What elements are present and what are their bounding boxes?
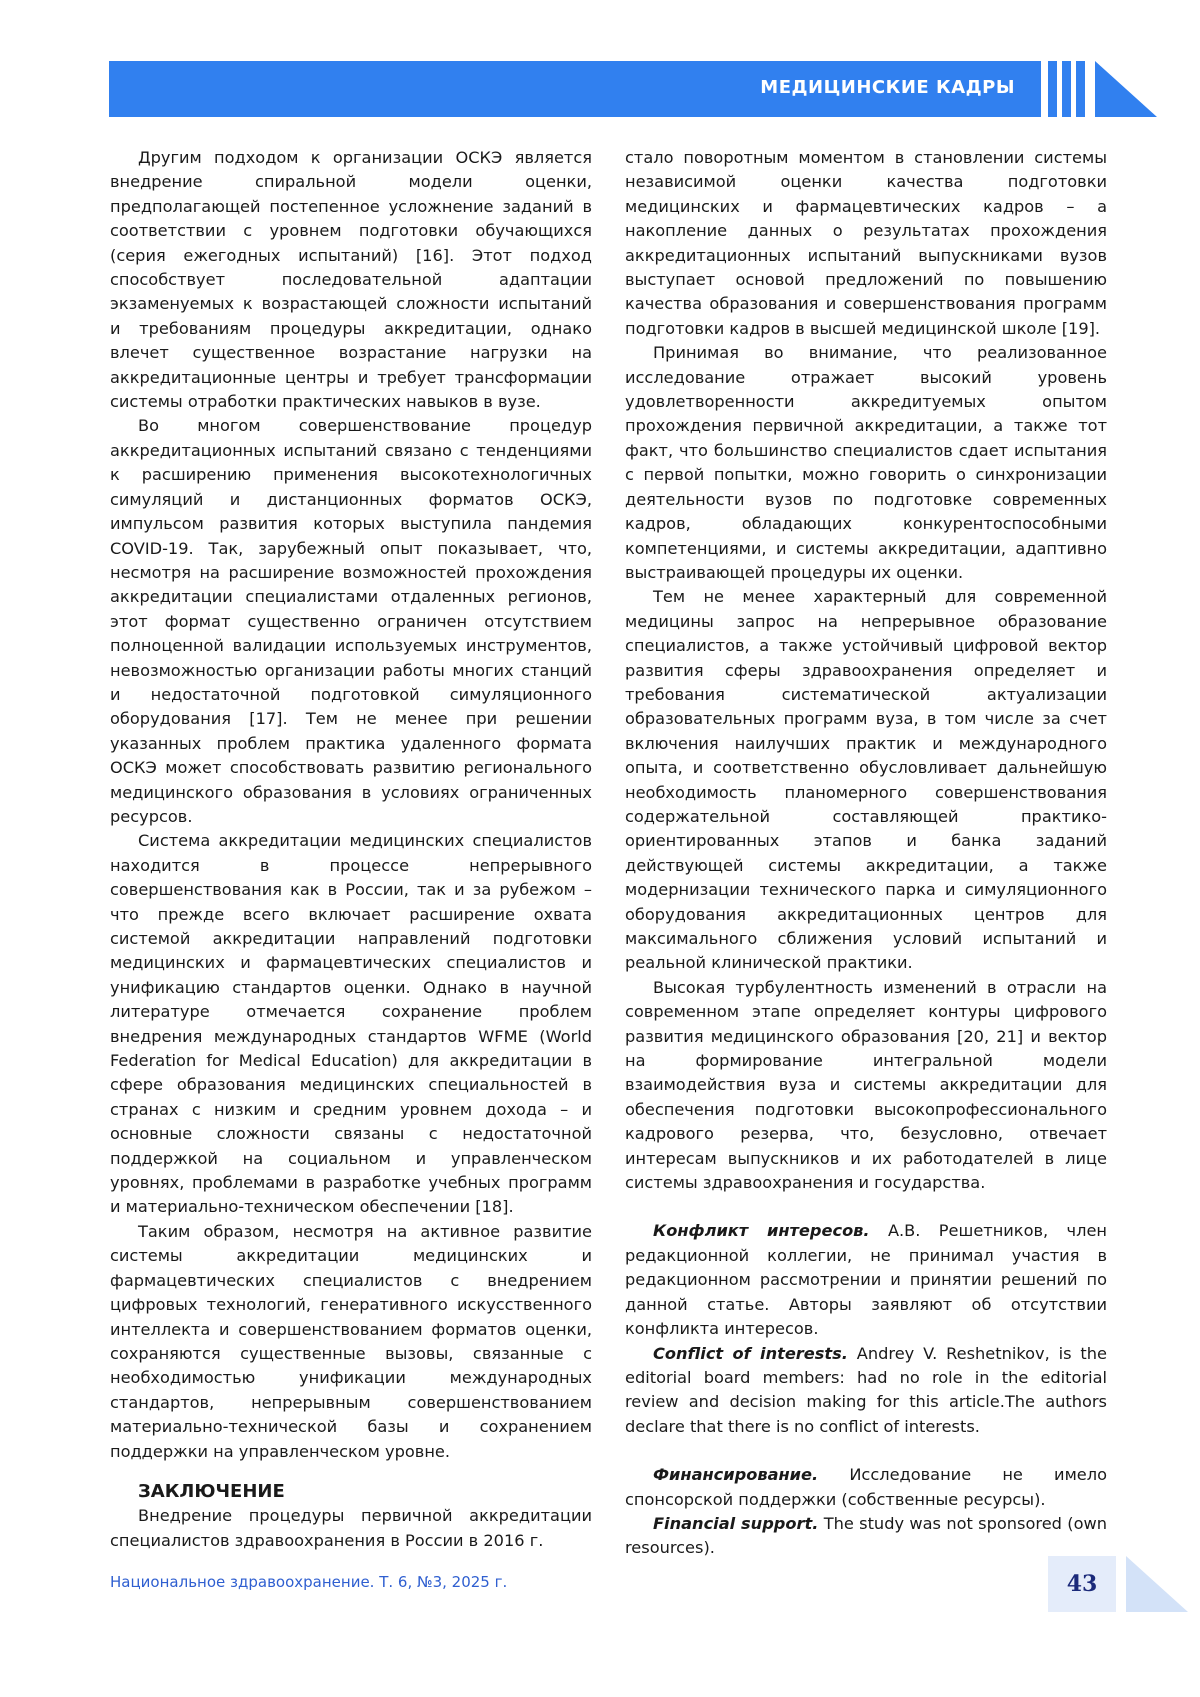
paragraph: Принимая во внимание, что реализованное исследование отражает высокий уровень удовлетворенности аккредитуемых опытом прохождения первичной аккредитации, а также тот факт, что большинство специалистов сдает испытания с первой попытки, можно говорить о синхронизации деятельности вузов по подготовке современных кадров, обладающих конкурентоспособными компетенциями, и системы аккредитации, адаптивно выстраивающей процедуры их оценки. — [625, 341, 1107, 585]
conflict-of-interest-en — [625, 1342, 1107, 1440]
journal-citation: Национальное здравоохранение. Т. 6, №3, 2025 г. — [110, 1573, 507, 1591]
label: Конфликт интересов. — [653, 1221, 870, 1240]
section-heading: ЗАКЛЮЧЕНИЕ — [138, 1480, 592, 1504]
paragraph: Система аккредитации медицинских специалистов находится в процессе непрерывного совершенствования как в России, так и за рубежом – что прежде всего включает расширение охвата системой аккредитации направлений подготовки медицинских и фармацевтических специалистов и унификацию стандартов оценки. Однако в научной литературе отмечается сохранение проблем внедрения международных стандартов WFME (World Federation for Medical Education) для аккредитации в сфере образования медицинских специальностей в странах с низким и средним уровнем дохода – и основные сложности связаны с недостаточной поддержкой на социальном и управленческом уровнях, проблемами в разработке учебных программ и материально-техническом обеспечении [18]. — [110, 829, 592, 1220]
conflict-of-interest-ru — [625, 1219, 1107, 1341]
page-number: 43 — [1048, 1556, 1116, 1612]
banner-stripe — [1048, 61, 1057, 117]
label: Conflict of interests. — [653, 1344, 848, 1363]
banner-triangle — [1095, 61, 1157, 117]
label: Финансирование. — [653, 1465, 818, 1484]
right-column — [625, 146, 1107, 1561]
paragraph: Тем не менее характерный для современной медицины запрос на непрерывное образование специалистов, а также устойчивый цифровой вектор развития сферы здравоохранения определяет и требования систематической актуализации образовательных программ вуза, в том числе за счет включения наилучших практик и международного опыта, и соответственно обусловливает дальнейшую необходимость планомерного совершенствования содержательной составляющей практико-ориентированных этапов и банка заданий действующей системы аккредитации, а также модернизации технического парка и симуляционного оборудования аккредитационных центров для максимального сближения условий испытаний и реальной клинической практики. — [625, 585, 1107, 976]
text: The study was not sponsored (own resources). — [625, 1514, 1107, 1557]
section-title: МЕДИЦИНСКИЕ КАДРЫ — [760, 77, 1015, 98]
paragraph: Таким образом, несмотря на активное развитие системы аккредитации медицинских и фармацевтических специалистов с внедрением цифровых технологий, генеративного искусственного интеллекта и совершенствованием форматов оценки, сохраняются существенные вызовы, связанные с необходимостью унификации международных стандартов, непрерывным совершенствованием материально-технической базы и сохранением поддержки на управленческом уровне. — [110, 1220, 592, 1464]
banner-stripe — [1062, 61, 1071, 117]
text: Andrey V. Reshetnikov, is the editorial board members: had no role in the editorial review and decision making for this article.The authors declare that there is no conflict of interests. — [625, 1344, 1107, 1436]
funding-en — [625, 1512, 1107, 1561]
left-column — [110, 146, 592, 1553]
paragraph: Высокая турбулентность изменений в отрасли на современном этапе определяет контуры цифрового развития медицинского образования [20, 21] и вектор на формирование интегральной модели взаимодействия вуза и системы аккредитации для обеспечения подготовки высокопрофессионального кадрового резерва, что, безусловно, отвечает интересам выпускников и их работодателей в лице системы здравоохранения и государства. — [625, 976, 1107, 1196]
paragraph: Во многом совершенствование процедур аккредитационных испытаний связано с тенденциями к расширению применения высокотехнологичных симуляций и дистанционных форматов ОСКЭ, импульсом развития которых выступила пандемия COVID-19. Так, зарубежный опыт показывает, что, несмотря на расширение возможностей прохождения аккредитации специалистами отдаленных регионов, этот формат существенно ограничен отсутствием полноценной валидации используемых инструментов, невозможностью организации работы многих станций и недостаточной подготовкой симуляционного оборудования [17]. Тем не менее при решении указанных проблем практика удаленного формата ОСКЭ может способствовать развитию регионального медицинского образования в условиях ограниченных ресурсов. — [110, 414, 592, 829]
label: Financial support. — [653, 1514, 818, 1533]
paragraph: Другим подходом к организации ОСКЭ является внедрение спиральной модели оценки, предполагающей постепенное усложнение заданий в соответствии с уровнем подготовки обучающихся (серия ежегодных испытаний) [16]. Этот подход способствует последовательной адаптации экзаменуемых к возрастающей сложности испытаний и требованиям процедуры аккредитации, однако влечет существенное возрастание нагрузки на аккредитационные центры и требует трансформации системы отработки практических навыков в вузе. — [110, 146, 592, 414]
funding-ru — [625, 1463, 1107, 1512]
paragraph: Внедрение процедуры первичной аккредитации специалистов здравоохранения в России в 2016 г. — [110, 1504, 592, 1553]
paragraph: стало поворотным моментом в становлении системы независимой оценки качества подготовки медицинских и фармацевтических кадров – а накопление данных о результатах прохождения аккредитационных испытаний выпускниками вузов выступает основой предложений по повышению качества образования и совершенствования программ подготовки кадров в высшей медицинской школе [19]. — [625, 146, 1107, 341]
document-page — [0, 0, 1200, 1697]
banner-stripe — [1076, 61, 1085, 117]
footer-triangle — [1126, 1556, 1188, 1612]
section-banner — [109, 61, 1041, 117]
text: А.В. Решетников, член редакционной коллегии, не принимал участия в редакционном рассмотрении и принятии решений по данной статье. Авторы заявляют об отсутствии конфликта интересов. — [625, 1221, 1107, 1338]
text: Исследование не имело спонсорской поддержки (собственные ресурсы). — [625, 1465, 1107, 1508]
